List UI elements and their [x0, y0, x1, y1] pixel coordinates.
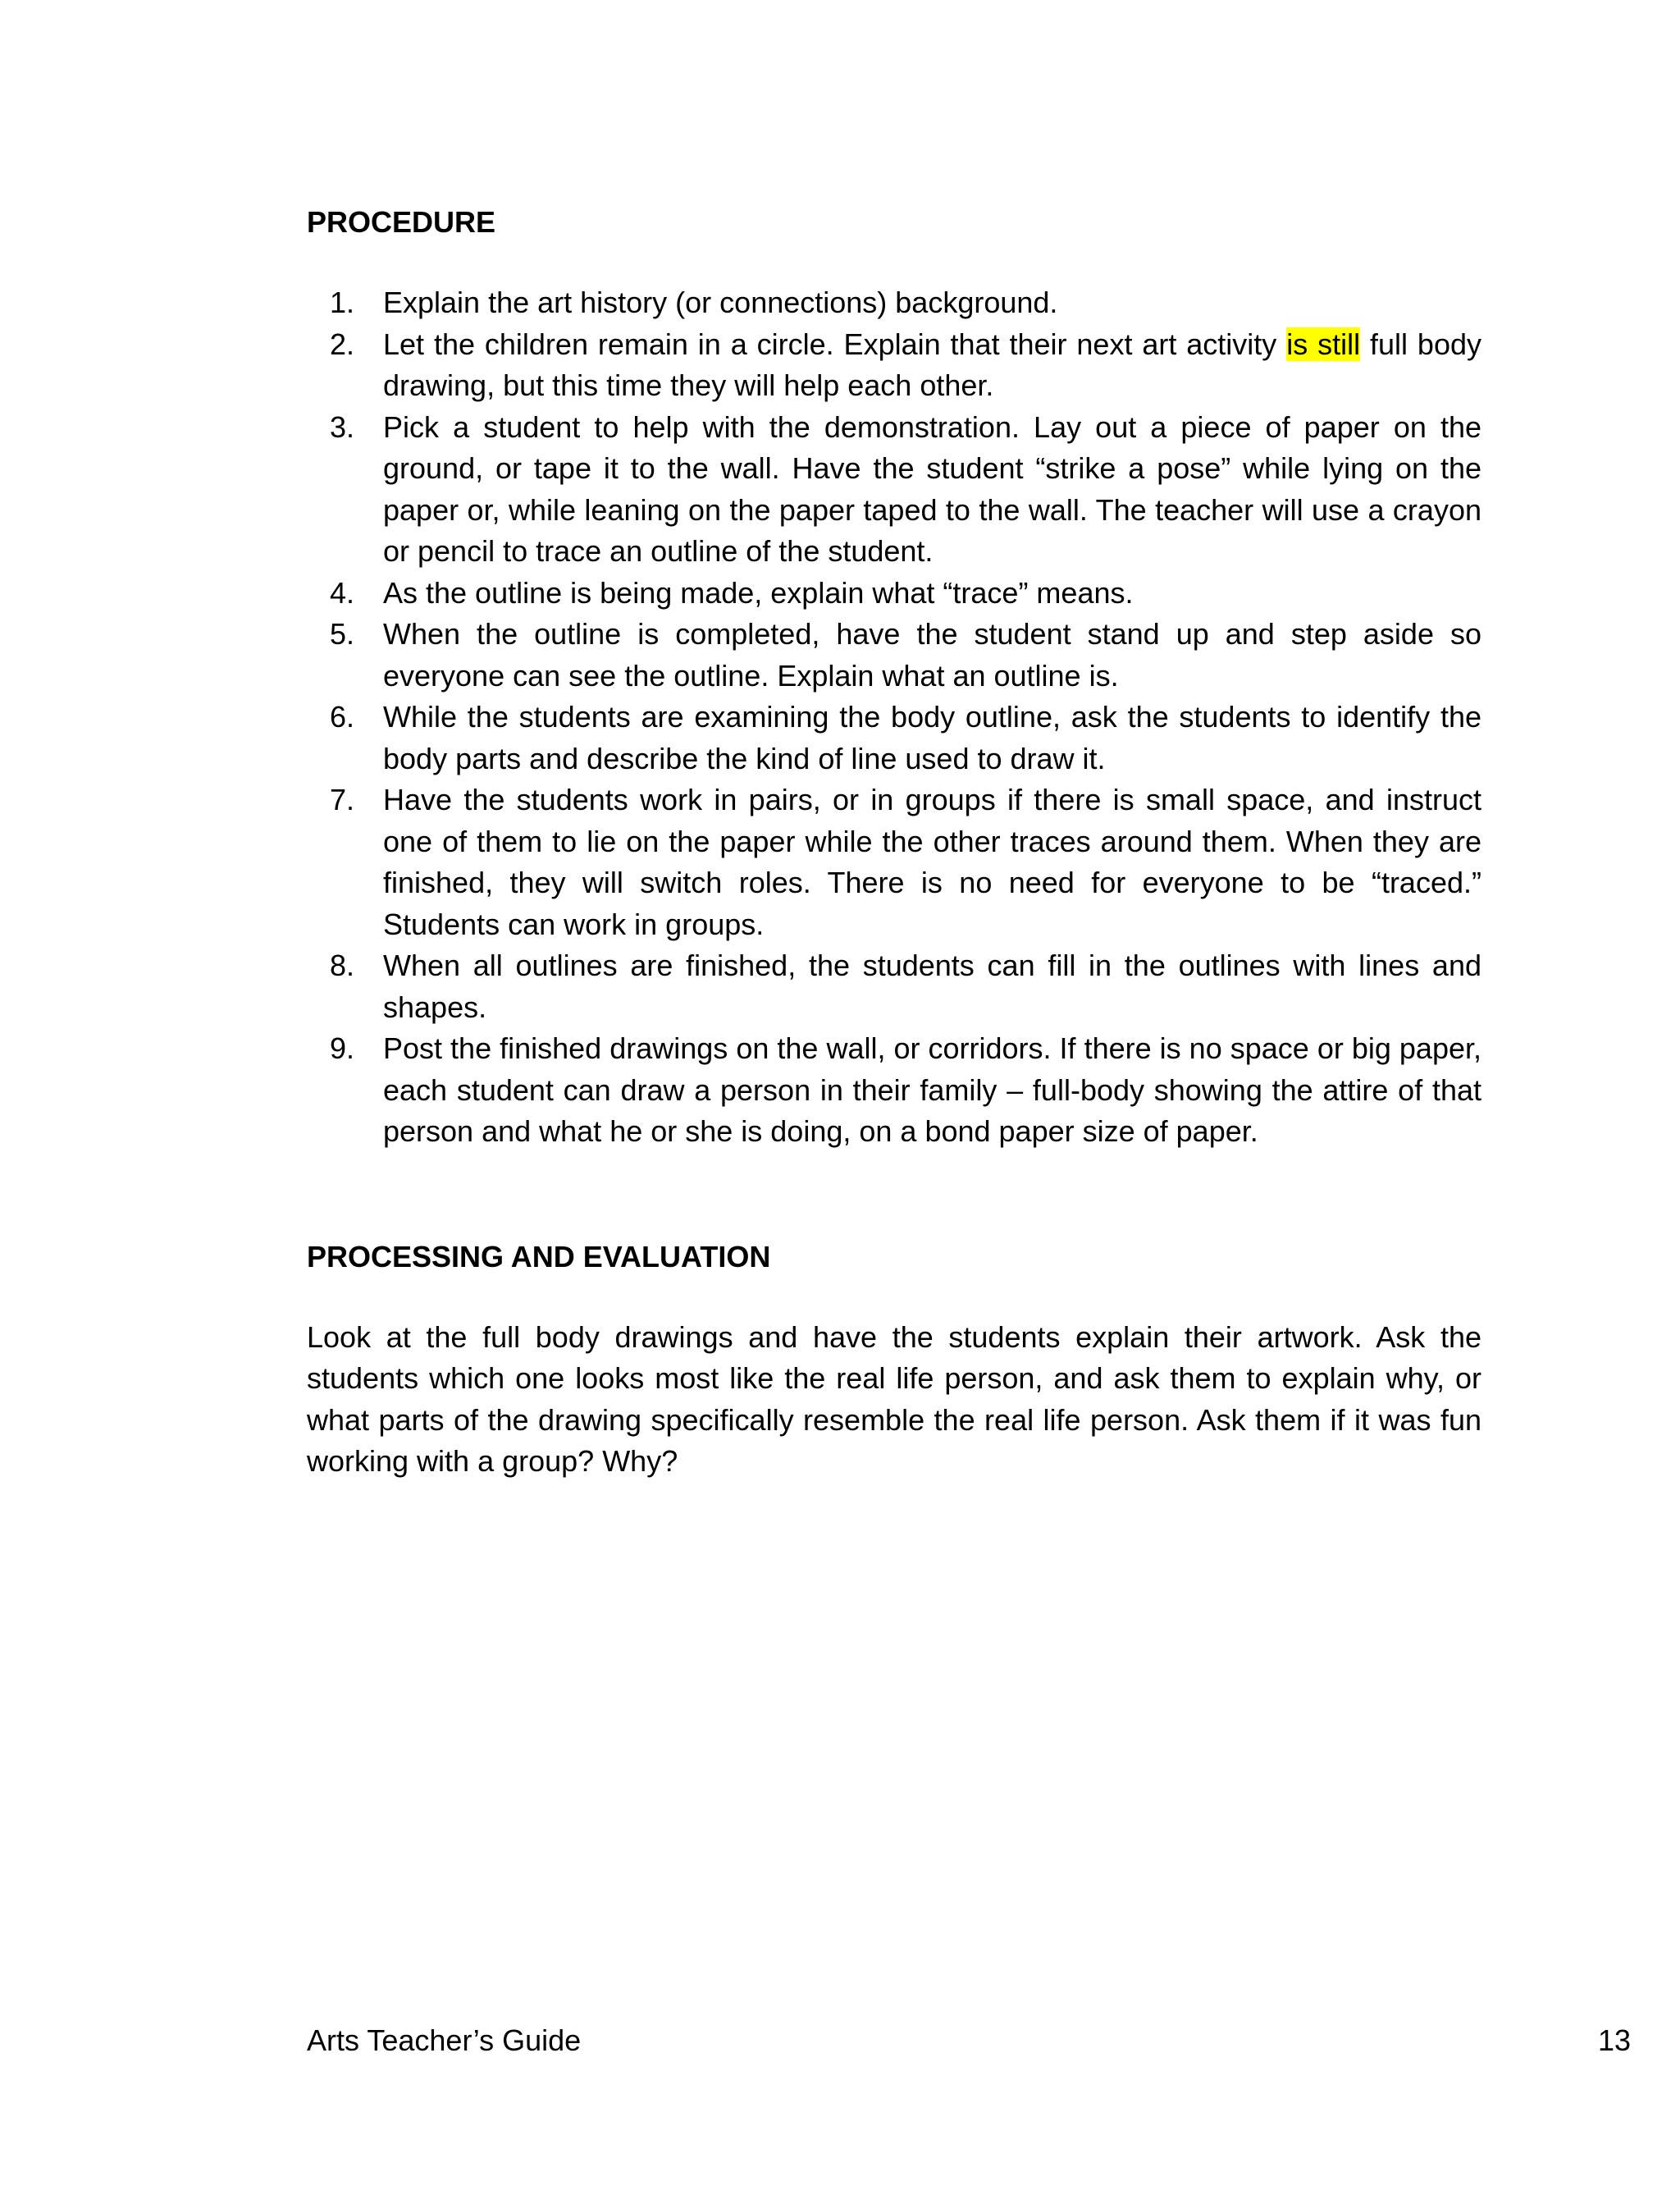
list-item-text: Post the finished drawings on the wall, or corridors. If there is no space or big paper, each student can draw a person in their family – full-body showing the attire of that person and what he or she is doing, on a bond paper size of paper.: [383, 1031, 1481, 1148]
list-item: [307, 407, 1481, 573]
list-item-number: 3.: [330, 409, 355, 444]
list-item-text: Have the students work in pairs, or in groups if there is small space, and instruct one of them to lie on the paper while the other traces around them. When they are finished, they will switch roles. There is no need for everyone to be “traced.” Students can work in groups.: [383, 783, 1481, 941]
list-item: [307, 282, 1481, 324]
list-item-number: 4.: [330, 575, 355, 610]
list-item-number: 8.: [330, 949, 355, 982]
list-item: [307, 780, 1481, 945]
footer-title: Arts Teacher’s Guide: [307, 2023, 582, 2057]
list-item-number: 7.: [330, 783, 355, 816]
evaluation-paragraph: Look at the full body drawings and have the students explain their artwork. Ask the students which one looks most like the real life person, and ask them to explain why, or what parts of the drawing specifically resemble the real life person. Ask them if it was fun working with a group? Why?: [307, 1319, 1481, 1478]
list-item-text: When all outlines are finished, the students can fill in the outlines with lines and shapes.: [383, 949, 1481, 1024]
list-item-text: While the students are examining the body outline, ask the students to identify the body parts and describe the kind of line used to draw it.: [383, 700, 1481, 775]
list-item-text: As the outline is being made, explain what “trace” means.: [383, 575, 1134, 610]
procedure-heading: PROCEDURE: [307, 205, 496, 239]
page-number: 13: [1597, 2023, 1631, 2057]
evaluation-heading: PROCESSING AND EVALUATION: [307, 1239, 771, 1273]
list-item: [307, 573, 1481, 615]
list-item-number: 9.: [330, 1031, 355, 1065]
list-item-text: When the outline is completed, have the student stand up and step aside so everyone can see the outline. Explain what an outline is.: [383, 617, 1481, 693]
list-item: [307, 697, 1481, 780]
list-item-number: 6.: [330, 700, 355, 734]
page-content: [307, 202, 1481, 1483]
list-item-text: Let the children remain in a circle. Explain that their next art activity: [383, 327, 1287, 361]
list-item: [307, 614, 1481, 697]
list-item-number: 2.: [330, 327, 355, 361]
list-item: [307, 324, 1481, 407]
list-item-number: 1.: [330, 286, 355, 319]
list-item-number: 5.: [330, 617, 355, 651]
list-item-text: Pick a student to help with the demonstration. Lay out a piece of paper on the ground, or tape it to the wall. Have the student “strike a pose” while lying on the paper or, while leaning on the paper taped to the wall. The teacher will use a crayon or pencil to trace an outline of the student.: [383, 409, 1481, 568]
highlighted-text: is still: [1286, 327, 1361, 361]
list-item: [307, 1028, 1481, 1153]
list-item: [307, 945, 1481, 1028]
procedure-list: [307, 282, 1481, 1153]
list-item-text: Explain the art history (or connections) background.: [383, 286, 1058, 319]
list-item-text: full body drawing, but this time they will help each other.: [383, 327, 1481, 402]
